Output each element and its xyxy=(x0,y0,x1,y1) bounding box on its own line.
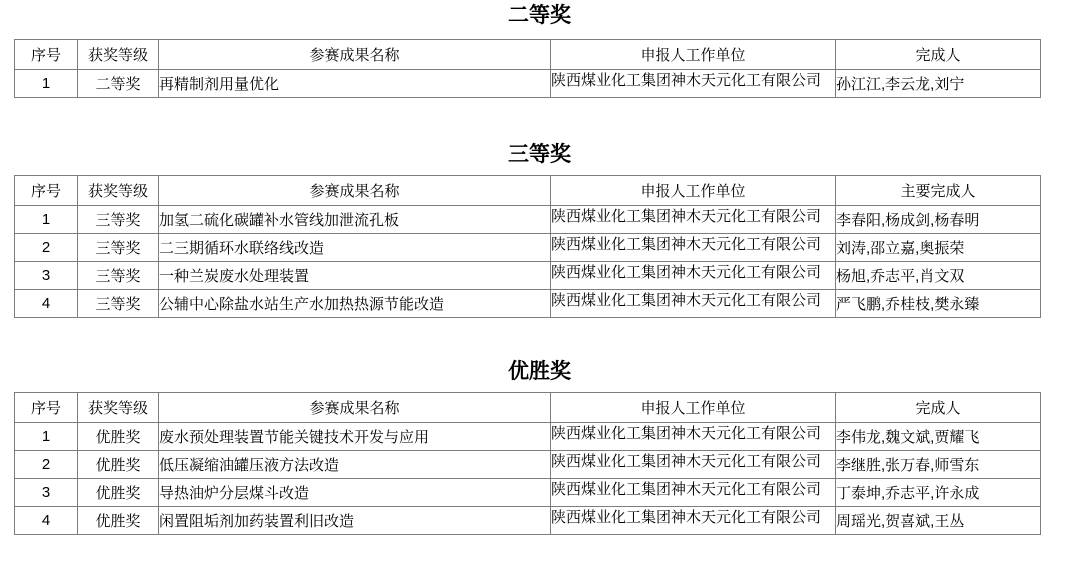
cell-achievement: 低压凝缩油罐压液方法改造 xyxy=(159,451,551,479)
table-row xyxy=(15,451,1041,479)
cell-level: 三等奖 xyxy=(78,262,159,290)
cell-unit xyxy=(551,451,836,479)
cell-no: 1 xyxy=(15,423,78,451)
unit-text: 陕西煤业化工集团神木天元化工有限公司 xyxy=(551,236,822,253)
unit-text: 陕西煤业化工集团神木天元化工有限公司 xyxy=(551,72,822,89)
award-table xyxy=(14,175,1041,318)
cell-achievement: 二三期循环水联络线改造 xyxy=(159,234,551,262)
cell-completers: 刘涛,邵立嘉,奥振荣 xyxy=(836,234,1041,262)
unit-text: 陕西煤业化工集团神木天元化工有限公司 xyxy=(551,264,822,281)
cell-no: 2 xyxy=(15,451,78,479)
header-row xyxy=(15,393,1041,423)
column-header-unit: 申报人工作单位 xyxy=(551,176,836,206)
unit-text: 陕西煤业化工集团神木天元化工有限公司 xyxy=(551,509,822,526)
cell-completers: 周瑶光,贺喜斌,王丛 xyxy=(836,507,1041,535)
section-title: 二等奖 xyxy=(508,4,571,27)
column-header-completers: 完成人 xyxy=(836,40,1041,70)
table-row xyxy=(15,290,1041,318)
column-header-level: 获奖等级 xyxy=(78,40,159,70)
table-row xyxy=(15,70,1041,98)
column-header-completers: 完成人 xyxy=(836,393,1041,423)
cell-unit xyxy=(551,423,836,451)
column-header-unit: 申报人工作单位 xyxy=(551,393,836,423)
cell-completers: 严飞鹏,乔桂枝,樊永臻 xyxy=(836,290,1041,318)
cell-level: 三等奖 xyxy=(78,290,159,318)
unit-text: 陕西煤业化工集团神木天元化工有限公司 xyxy=(551,292,822,309)
table-row xyxy=(15,206,1041,234)
table-row xyxy=(15,262,1041,290)
cell-completers: 李继胜,张万春,师雪东 xyxy=(836,451,1041,479)
unit-text: 陕西煤业化工集团神木天元化工有限公司 xyxy=(551,208,822,225)
cell-no: 3 xyxy=(15,479,78,507)
cell-achievement: 一种兰炭废水处理装置 xyxy=(159,262,551,290)
column-header-achievement: 参赛成果名称 xyxy=(159,40,551,70)
cell-completers: 杨旭,乔志平,肖文双 xyxy=(836,262,1041,290)
cell-achievement: 加氢二硫化碳罐补水管线加泄流孔板 xyxy=(159,206,551,234)
cell-no: 4 xyxy=(15,507,78,535)
table-row xyxy=(15,507,1041,535)
award-section-second-prize xyxy=(0,2,1079,98)
cell-unit xyxy=(551,507,836,535)
cell-level: 二等奖 xyxy=(78,70,159,98)
header-row xyxy=(15,40,1041,70)
cell-level: 三等奖 xyxy=(78,234,159,262)
cell-unit xyxy=(551,262,836,290)
cell-achievement: 公辅中心除盐水站生产水加热热源节能改造 xyxy=(159,290,551,318)
cell-level: 优胜奖 xyxy=(78,423,159,451)
cell-completers: 李春阳,杨成剑,杨春明 xyxy=(836,206,1041,234)
table-row xyxy=(15,423,1041,451)
award-section-third-prize xyxy=(0,141,1079,318)
column-header-level: 获奖等级 xyxy=(78,393,159,423)
cell-level: 优胜奖 xyxy=(78,507,159,535)
cell-no: 4 xyxy=(15,290,78,318)
cell-unit xyxy=(551,479,836,507)
column-header-completers: 主要完成人 xyxy=(836,176,1041,206)
column-header-no: 序号 xyxy=(15,40,78,70)
cell-achievement: 废水预处理装置节能关键技术开发与应用 xyxy=(159,423,551,451)
header-row xyxy=(15,176,1041,206)
cell-no: 3 xyxy=(15,262,78,290)
column-header-level: 获奖等级 xyxy=(78,176,159,206)
column-header-achievement: 参赛成果名称 xyxy=(159,176,551,206)
unit-text: 陕西煤业化工集团神木天元化工有限公司 xyxy=(551,425,822,442)
cell-unit xyxy=(551,206,836,234)
table-row xyxy=(15,234,1041,262)
column-header-no: 序号 xyxy=(15,393,78,423)
award-table xyxy=(14,392,1041,535)
cell-unit xyxy=(551,290,836,318)
cell-no: 1 xyxy=(15,206,78,234)
cell-completers: 丁泰坤,乔志平,许永成 xyxy=(836,479,1041,507)
unit-text: 陕西煤业化工集团神木天元化工有限公司 xyxy=(551,453,822,470)
cell-completers: 孙江江,李云龙,刘宁 xyxy=(836,70,1041,98)
cell-unit xyxy=(551,234,836,262)
section-title: 三等奖 xyxy=(508,143,571,166)
cell-completers: 李伟龙,魏文斌,贾耀飞 xyxy=(836,423,1041,451)
award-section-winner-prize xyxy=(0,358,1079,535)
cell-no: 1 xyxy=(15,70,78,98)
cell-level: 三等奖 xyxy=(78,206,159,234)
table-row xyxy=(15,479,1041,507)
cell-achievement: 导热油炉分层煤斗改造 xyxy=(159,479,551,507)
cell-unit xyxy=(551,70,836,98)
column-header-no: 序号 xyxy=(15,176,78,206)
cell-achievement: 再精制剂用量优化 xyxy=(159,70,551,98)
cell-no: 2 xyxy=(15,234,78,262)
cell-level: 优胜奖 xyxy=(78,451,159,479)
unit-text: 陕西煤业化工集团神木天元化工有限公司 xyxy=(551,481,822,498)
column-header-achievement: 参赛成果名称 xyxy=(159,393,551,423)
cell-achievement: 闲置阻垢剂加药装置利旧改造 xyxy=(159,507,551,535)
column-header-unit: 申报人工作单位 xyxy=(551,40,836,70)
award-table xyxy=(14,39,1041,98)
section-title: 优胜奖 xyxy=(508,360,571,383)
cell-level: 优胜奖 xyxy=(78,479,159,507)
